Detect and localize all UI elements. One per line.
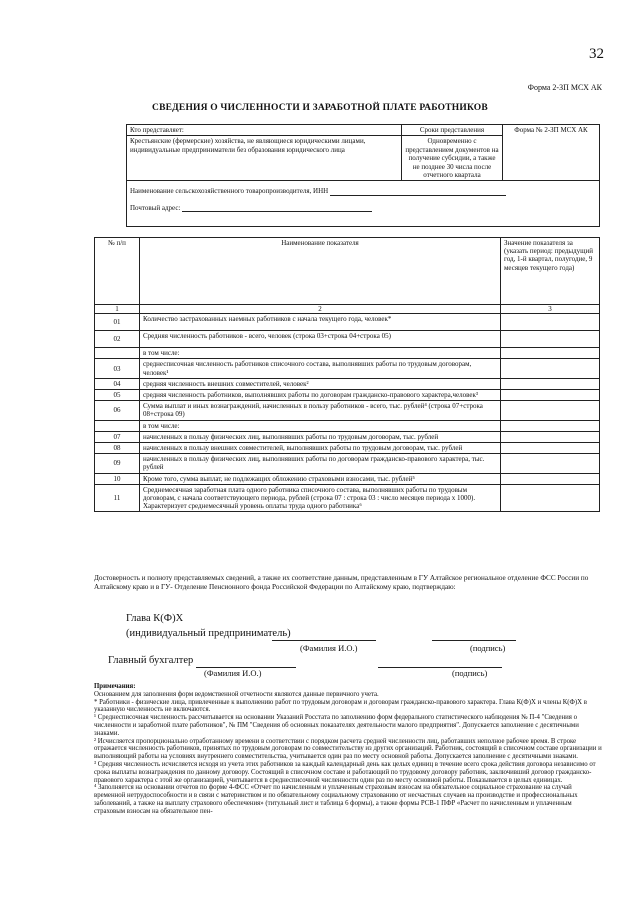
confirmation-text: Достоверность и полноту представляемых сведений, а также их соответствие данным, представленным в ГУ Алтайское региональное отделение ФСС России по Алтайскому краю и в ГУ- Отделение Пенсионного фонда Российской Федерации по Алтайскому краю, подтверждаю: bbox=[94, 574, 589, 591]
header-table bbox=[126, 124, 600, 227]
table-row bbox=[95, 443, 600, 454]
table-row bbox=[95, 454, 600, 473]
row-name: среднесписочная численность работников списочного состава, выполнявших работы по трудовым договорам, человек¹ bbox=[140, 359, 501, 378]
document-title: СВЕДЕНИЯ О ЧИСЛЕННОСТИ И ЗАРАБОТНОЙ ПЛАТЕ РАБОТНИКОВ bbox=[152, 103, 488, 113]
col-num-header: № п/п bbox=[95, 238, 140, 305]
table-row bbox=[95, 378, 600, 389]
row-num bbox=[95, 348, 140, 359]
row-value[interactable] bbox=[501, 443, 600, 454]
table-row bbox=[95, 331, 600, 348]
table-row bbox=[95, 348, 600, 359]
row-num: 11 bbox=[95, 484, 140, 512]
row-name: Средняя численность работников - всего, человек (строка 03+строка 04+строка 05) bbox=[140, 331, 501, 348]
index-cell: 2 bbox=[140, 305, 501, 314]
head-name-hint: (Фамилия И.О.) bbox=[300, 643, 358, 653]
row-name: начисленных в пользу внешних совместителей, выполнявших работы по трудовым договорам, тыс. рублей bbox=[140, 443, 501, 454]
row-num: 06 bbox=[95, 401, 140, 420]
row-value bbox=[501, 420, 600, 431]
row-value[interactable] bbox=[501, 378, 600, 389]
table-row bbox=[95, 431, 600, 442]
head-sign-line[interactable] bbox=[432, 628, 516, 641]
row-num: 10 bbox=[95, 473, 140, 484]
table-row bbox=[95, 390, 600, 401]
address-label: Почтовый адрес: bbox=[130, 203, 181, 212]
row-value[interactable] bbox=[501, 431, 600, 442]
head-sign-hint: (подпись) bbox=[470, 643, 506, 653]
table-row bbox=[95, 401, 600, 420]
producer-block bbox=[127, 181, 600, 227]
accountant-name-line[interactable] bbox=[196, 655, 296, 668]
row-value[interactable] bbox=[501, 314, 600, 331]
row-num: 05 bbox=[95, 390, 140, 401]
form-label: Форма 2-ЗП МСХ АК bbox=[527, 83, 602, 92]
notes-section bbox=[94, 683, 602, 816]
deadlines-text: Одновременно с представлением документов на получение субсидии, а также не позднее 30 числа после отчетного квартала bbox=[402, 136, 503, 181]
index-row bbox=[95, 305, 600, 314]
row-value[interactable] bbox=[501, 401, 600, 420]
row-name: в том числе: bbox=[140, 420, 501, 431]
table-row bbox=[95, 420, 600, 431]
row-value[interactable] bbox=[501, 454, 600, 473]
note-item: ¹ Среднесписочная численность рассчитывается на основании Указаний Росстата по заполнению форм федерального статистического наблюдения № П-4 "Сведения о численности и заработной плате работников", № ПМ "Сведения об основных показателях деятельности малого предприятия". Допускается заполнение с десятичными знаками. bbox=[94, 714, 579, 737]
row-num: 01 bbox=[95, 314, 140, 331]
accountant-sign-hint: (подпись) bbox=[452, 668, 488, 678]
head-subtitle: (индивидуальный предприниматель) bbox=[126, 628, 291, 639]
index-cell: 3 bbox=[501, 305, 600, 314]
index-cell: 1 bbox=[95, 305, 140, 314]
note-item: * Работники - физические лица, привлеченные к выполнению работ по трудовым договорам и договорам гражданско-правового характера. Глава К(Ф)Х и члены К(Ф)Х в указанную численность не включаются. bbox=[94, 698, 587, 714]
accountant-name-hint: (Фамилия И.О.) bbox=[204, 668, 262, 678]
who-submits-header: Кто представляет: bbox=[127, 125, 402, 136]
row-num: 04 bbox=[95, 378, 140, 389]
row-num: 08 bbox=[95, 443, 140, 454]
row-name: начисленных в пользу физических лиц, выполнявших работы по договорам гражданско-правового характера, тыс. рублей bbox=[140, 454, 501, 473]
row-num: 02 bbox=[95, 331, 140, 348]
who-submits-text: Крестьянские (фермерские) хозяйства, не являющиеся юридическими лицами, индивидуальные предприниматели без образования юридического лица bbox=[127, 136, 402, 181]
note-item: Основанием для заполнения форм ведомственной отчетности являются данные первичного учета. bbox=[94, 690, 379, 698]
note-item: ² Исчисляется пропорционально отработанному времени в соответствии с порядком расчета средней численности лиц, работавших неполное рабочее время. В строке отражается численность работников, принятых по трудовым договорам по совместительству из других организаций. Работник, состоящий в списочном составе организации и выполняющий работы на условиях внутреннего совместительства, учитывается один раз по месту основной работы. Допускается заполнение с десятичными знаками. bbox=[94, 737, 602, 761]
row-name: Количество застрахованных наемных работников с начала текущего года, человек* bbox=[140, 314, 501, 331]
row-value[interactable] bbox=[501, 473, 600, 484]
row-name: в том числе: bbox=[140, 348, 501, 359]
table-row bbox=[95, 359, 600, 378]
deadlines-header: Сроки представления bbox=[402, 125, 503, 136]
head-title: Глава К(Ф)Х bbox=[126, 613, 184, 624]
producer-label: Наименование сельскохозяйственного товаропроизводителя, ИНН bbox=[130, 187, 329, 196]
row-value[interactable] bbox=[501, 331, 600, 348]
row-value bbox=[501, 348, 600, 359]
row-name: Кроме того, сумма выплат, не подлежащих обложению страховыми взносами, тыс. рублей⁵ bbox=[140, 473, 501, 484]
accountant-sign-line[interactable] bbox=[378, 655, 502, 668]
accountant-title: Главный бухгалтер bbox=[108, 655, 194, 666]
page-number: 32 bbox=[589, 46, 604, 62]
address-input[interactable] bbox=[182, 211, 372, 212]
row-name: начисленных в пользу физических лиц, выполнявших работы по трудовым договорам, тыс. рублей bbox=[140, 431, 501, 442]
form-number-header: Форма № 2-ЗП МСХ АК bbox=[503, 125, 600, 181]
producer-input[interactable] bbox=[330, 195, 506, 196]
row-name: средняя численность внешних совместителей, человек² bbox=[140, 378, 501, 389]
notes-heading: Примечания: bbox=[94, 683, 136, 690]
row-value[interactable] bbox=[501, 359, 600, 378]
row-value[interactable] bbox=[501, 390, 600, 401]
head-name-line[interactable] bbox=[272, 628, 376, 641]
row-name: средняя численность работников, выполнявших работы по договорам гражданско-правового характера,человек³ bbox=[140, 390, 501, 401]
row-value[interactable] bbox=[501, 484, 600, 512]
row-num bbox=[95, 420, 140, 431]
note-item: ³ Средняя численность исчисляется исходя из учета этих работников за каждый календарный день как целых единиц в течение всего срока действия договора независимо от срока выплаты вознаграждения по данному договору. Состоящий в списочном составе и работающий по трудовому договору работник, заключивший договор гражданско-правового характера с этой же организацией, учитывается в среднесписочной численности один раз по месту основной работы. Показывается в целых единицах. bbox=[94, 760, 596, 784]
table-row bbox=[95, 484, 600, 512]
row-num: 09 bbox=[95, 454, 140, 473]
col-value-header: Значение показателя за (указать период: предыдущий год, 1-й квартал, полугодие, 9 месяцев текущего года) bbox=[501, 238, 600, 305]
row-num: 07 bbox=[95, 431, 140, 442]
row-num: 03 bbox=[95, 359, 140, 378]
row-name: Сумма выплат и иных вознаграждений, начисленных в пользу работников - всего, тыс. рублей⁴ (строка 07+строка 08+строка 09) bbox=[140, 401, 501, 420]
note-item: ⁴ Заполняется на основании отчетов по форме 4-ФСС «Отчет по начисленным и уплаченным страховым взносам на обязательное социальное страхование на случай временной нетрудоспособности и в связи с материнством и по обязательному социальному страхованию от несчастных случаев на производстве и профессиональных заболеваний, а также на выплату страхового обеспечения» (титульный лист и таблица 6 формы), а также формы РСВ-1 ПФР «Расчет по начисленным и уплаченным страховым взносам на обязательное пен- bbox=[94, 784, 578, 815]
row-name: Среднемесячная заработная плата одного работника списочного состава, выполнявших работы по трудовым договорам, с начала соответствующего периода, рублей (строка 07 : строка 03 : число месяцев периода х 1000). Характеризует среднемесячный уровень оплаты труда одного работника⁶ bbox=[140, 484, 501, 512]
table-row bbox=[95, 314, 600, 331]
col-name-header: Наименование показателя bbox=[140, 238, 501, 305]
main-table bbox=[94, 237, 600, 512]
table-row bbox=[95, 473, 600, 484]
